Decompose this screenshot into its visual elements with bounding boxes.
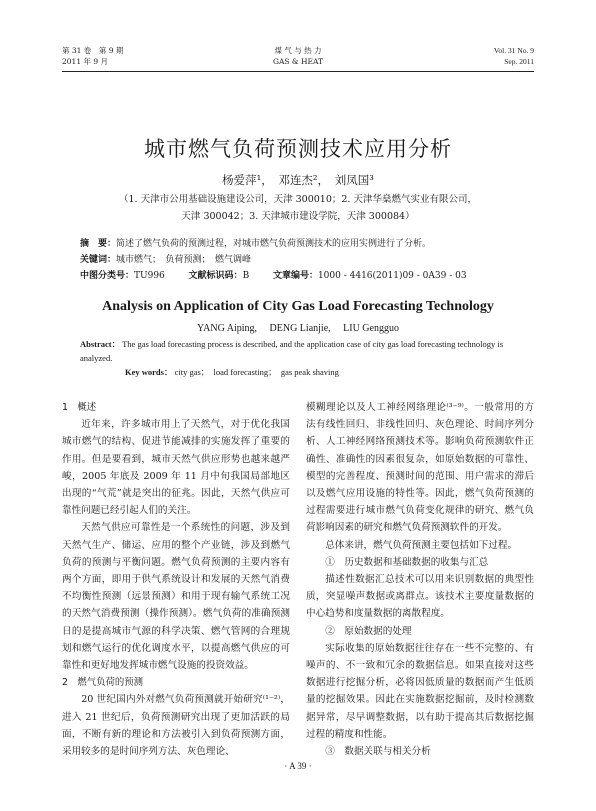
keywords-zh — [80, 254, 530, 267]
journal-name-en: GAS & HEAT — [272, 57, 323, 66]
keywords-zh-label: 关键词： — [80, 255, 117, 265]
header-rule — [62, 71, 534, 72]
section-heading: 1 概述 — [62, 402, 97, 413]
keywords-zh-text: 城市燃气； 负荷预测； 燃气调峰 — [116, 255, 252, 265]
list-item: ② 原始数据的处理 — [325, 625, 412, 637]
doc-code-label: 文献标识码： — [188, 271, 243, 281]
list-item: ① 历史数据和基础数据的收集与汇总 — [325, 556, 489, 568]
doc-code-value: B — [242, 271, 250, 281]
abstract-zh — [80, 238, 530, 251]
paper-title-en: Analysis on Application of City Gas Load Forecasting Technology — [102, 299, 494, 314]
abstract-en — [80, 337, 520, 365]
authors-en: YANG Aiping, DENG Lianjie, LIU Gengguo — [197, 323, 399, 334]
date-zh: 2011 年 9 月 — [62, 57, 109, 66]
keywords-en — [125, 366, 525, 378]
body-column-right — [306, 399, 534, 760]
paragraph: 总体来讲，燃气负荷预测主要包括如下过程。 — [325, 539, 518, 551]
article-number-value: 1000 - 4416(2011)09 - 0A39 - 03 — [317, 271, 467, 281]
journal-name-zh: 煤 气 与 热 力 — [274, 46, 322, 55]
clc-label: 中图分类号： — [80, 271, 135, 281]
paper-title-zh: 城市燃气负荷预测技术应用分析 — [144, 137, 452, 161]
abstract-en-text: The gas load forecasting process is described, and the application case of city gas load forecasting technology is analyzed. — [80, 339, 504, 363]
section-heading: 2 燃气负荷的预测 — [62, 677, 143, 689]
paragraph: 实际收集的原始数据往往存在一些不完整的、有噪声的、不一致和冗余的数据信息。如果直接对这些数据进行挖掘分析，必将因低质量的数据而产生低质量的挖掘效果。因此在实施数据挖掘前，及时检测数据异常，尽早调整数据，以有助于提高其后数据挖掘过程的精度和性能。 — [306, 642, 534, 740]
paragraph: 模糊理论以及人工神经网络理论⁽³⁻⁹⁾。一般常用的方法有线性回归、非线性回归、灰色理论、时间序列分析、人工神经网络预测技术等。影响负荷预测软件正确性、准确性的因素很复杂，如原始数据的可靠性、模型的完善程度、预测时间的范围、用户需求的滞后以及燃气应用设施的特性等。因此，燃气负荷预测的过程需要进行城市燃气负荷变化规律的研究、燃气负荷影响因素的研究和燃气负荷预测软件的开发。 — [306, 402, 534, 534]
keywords-en-text: city gas； load forecasting； gas peak shaving — [172, 367, 339, 377]
body-column-left — [62, 399, 290, 760]
paragraph: 天然气供应可靠性是一个系统性的问题，涉及到天然气生产、储运、应用的整个产业链，涉及到燃气负荷的预测与平衡问题。燃气负荷预测的主要内容有两个方面，即用于供气系统设计和发展的天然气消费不均衡性预测（远景预测）和用于现有输气系统工况的天然气消费预测（操作预测）。燃气负荷的准确预测日的是提高城市气源的科学决策、燃气管网的合理规划和燃气运行的优化调度水平，以提高燃气供应的可靠性和更好地发挥城市燃气设施的投资效益。 — [62, 522, 290, 672]
affiliations-zh — [70, 191, 526, 225]
volume-issue-en: Vol. 31 No. 9 — [493, 46, 534, 55]
page-number: · A 39 · — [284, 761, 312, 771]
authors-zh: 杨爱萍¹， 邓连杰²， 刘凤国³ — [222, 173, 374, 187]
clc-value: TU996 — [134, 271, 165, 281]
date-en: Sep. 2011 — [504, 57, 534, 66]
affiliation-line: 天津 300042；3. 天津城市建设学院，天津 300084） — [181, 211, 415, 222]
abstract-zh-label: 摘 要： — [80, 239, 117, 249]
paragraph: 近年来，许多城市用上了天然气，对于优化我国城市燃气的结构、促进节能减排的实施发挥了重要的作用。但是要看到，城市天然气供应形势也越来越严峻，2005 年底及 2009 年 11 月中旬我国局部地区出现的“气荒”就是突出的征兆。因此，天然气供应可靠性问题已经引起人们的关注。 — [62, 419, 290, 517]
article-number-label: 文章编号： — [272, 271, 318, 281]
keywords-en-label: Key words： — [125, 367, 173, 377]
paragraph: 20 世纪国内外对燃气负荷预测就开始研究⁽¹⁻²⁾，进入 21 世纪后，负荷预测研究出现了更加活跃的局面，不断有新的理论和方法被引入到负荷预测方面，采用较多的是时间序列方法、灰色理论、 — [62, 694, 290, 758]
running-header-right — [494, 45, 534, 67]
volume-issue-zh: 第 31 卷 第 9 期 — [62, 46, 124, 55]
affiliation-line: （1. 天津市公用基础设施建设公司，天津 300010；2. 天津华燊燃气实业有限公司， — [119, 194, 477, 205]
list-item: ③ 数据关联与相关分析 — [325, 746, 431, 758]
classification-line — [80, 270, 530, 283]
abstract-en-label: Abstract： — [80, 339, 121, 349]
abstract-zh-text: 简述了燃气负荷的预测过程，对城市燃气负荷预测技术的应用实例进行了分析。 — [116, 239, 432, 249]
paragraph: 描述性数据汇总技术可以用来识别数据的典型性质，突显噪声数据或离群点。该技术主要度量数据的中心趋势和度量数据的离散程度。 — [306, 574, 534, 620]
